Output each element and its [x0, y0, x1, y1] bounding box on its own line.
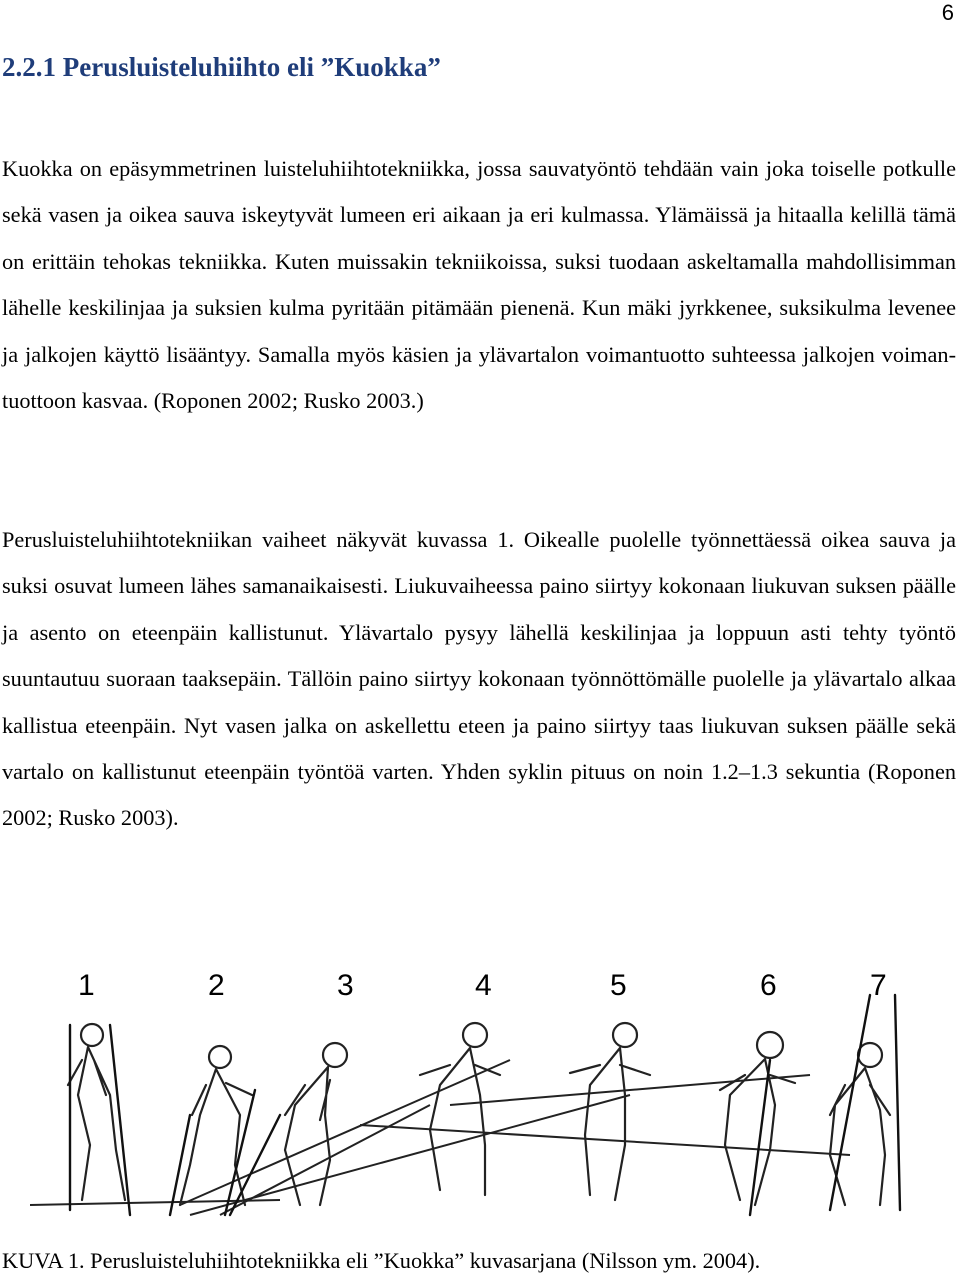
frame-number-5: 5	[610, 969, 627, 1002]
skier-figure-7	[830, 995, 900, 1210]
body-paragraph-2: Perusluisteluhiihtotekniikan vaiheet näkyvät kuvassa 1. Oikealle puolelle työnnettäessä oikea sauva ja suksi osuvat lumeen lähes samanaikaisesti. Liukuvaiheessa paino siirtyy kokonaan liukuvan suksen päälle ja asento on eteenpäin kallistunut. Ylävartalo pysyy lähellä keskilinjaa ja loppuun asti tehty työntö suuntautuu suoraan taaksepäin. Tällöin paino siirtyy kokonaan työnnöttömälle puolelle ja ylävartalo alkaa kallistua eteenpäin. Nyt vasen jalka on askellettu eteen ja paino siirtyy taas liukuvan suksen päälle sekä vartalo on kallistunut eteenpäin työntöä varten. Yhden syklin pituus on noin 1.2–1.3 sekuntia (Roponen 2002; Rusko 2003).	[2, 527, 956, 831]
frame-number-1: 1	[78, 969, 95, 1002]
page-number: 6	[941, 0, 954, 25]
skiing-sequence-figure	[30, 965, 920, 1235]
skier-figure-3	[230, 1043, 347, 1215]
frame-number-7: 7	[870, 969, 887, 1002]
crossing-skis-and-poles	[30, 1060, 850, 1215]
frame-number-2: 2	[208, 969, 225, 1002]
figure-caption: KUVA 1. Perusluisteluhiihtotekniikka eli ”Kuokka” kuvasarjana (Nilsson ym. 2004).	[2, 1248, 761, 1273]
skier-figure-6	[720, 1032, 795, 1215]
skier-figure-4	[420, 1023, 500, 1195]
body-paragraph-1: Kuokka on epäsymmetrinen luisteluhiihtotekniikka, jossa sauvatyöntö tehdään vain joka toiselle potkulle sekä vasen ja oikea sauva iskeytyvät lumeen eri aikaan ja eri kulmassa. Ylämäissä ja hitaalla kelillä tämä on erittäin tehokas tekniikka. Kuten muissakin tekniikoissa, suksi tuodaan askeltamalla mahdollisimman lähelle keskilinjaa ja suksien kulma pyritään pitämään pienenä. Kun mäki jyrkkenee, suksikulma levenee ja jalkojen käyttö lisääntyy. Samalla myös käsien ja ylävartalon voimantuotto suhteessa jalkojen voimantuottoon kasvaa. (Roponen 2002; Rusko 2003.)	[2, 156, 956, 414]
frame-number-6: 6	[760, 969, 777, 1002]
frame-number-3: 3	[337, 969, 354, 1002]
section-heading: 2.2.1 Perusluisteluhiihto eli ”Kuokka”	[2, 52, 441, 82]
skier-figure-1	[68, 1024, 130, 1215]
frame-number-4: 4	[475, 969, 492, 1002]
skier-figure-5	[570, 1023, 650, 1200]
